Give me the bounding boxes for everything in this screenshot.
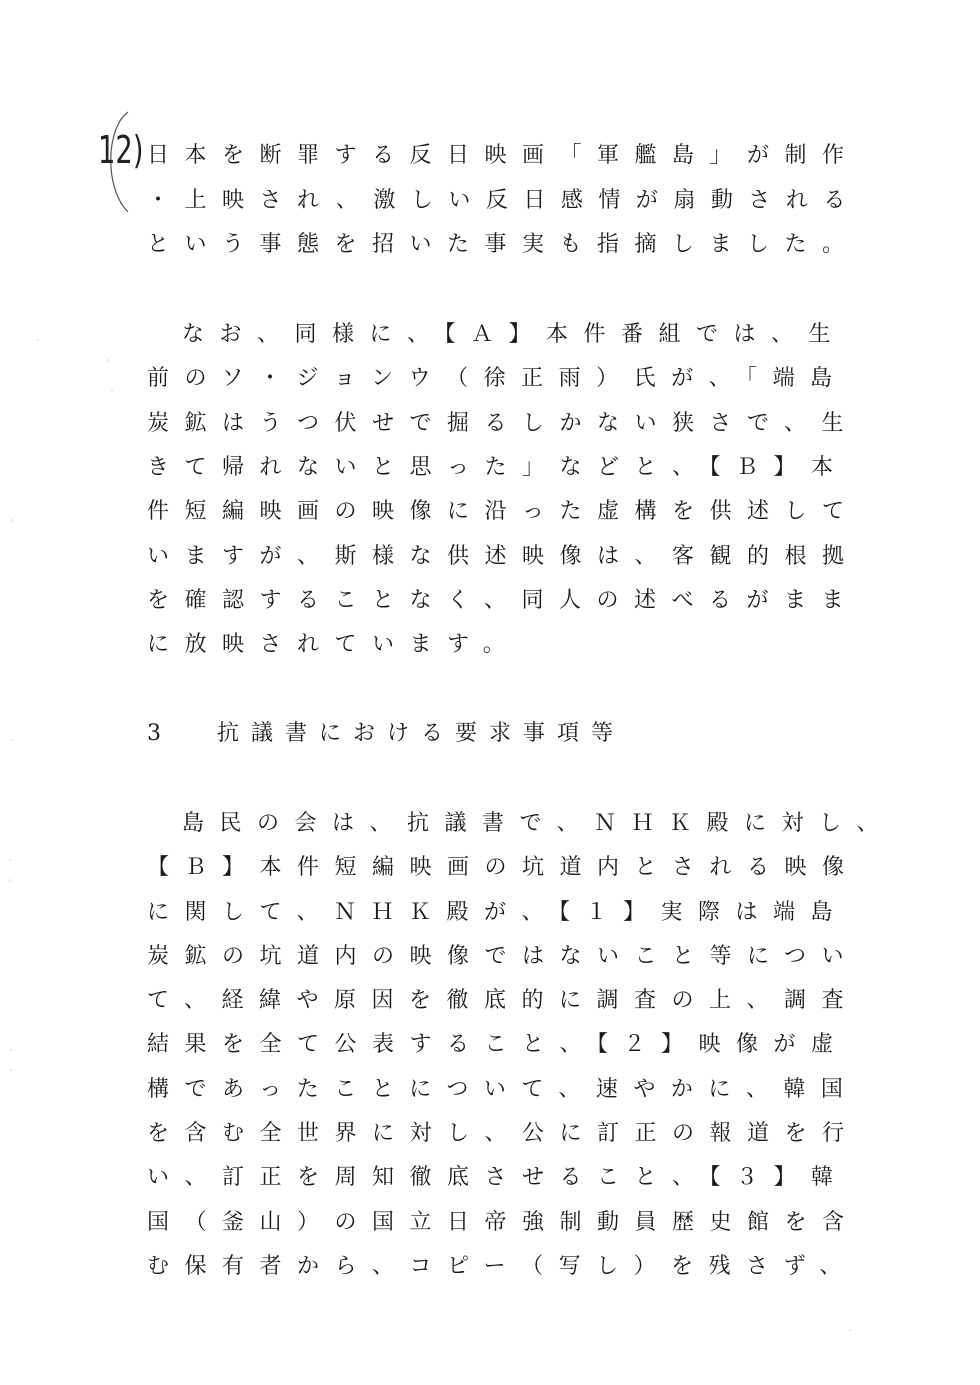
text-line: を確認することなく、同人の述べるがまま: [147, 588, 860, 613]
text-line: という事態を招いた事実も指摘しました。: [147, 232, 860, 257]
section-number: 3: [147, 721, 161, 746]
text-line: て、経緯や原因を徹底的に調査の上、調査: [147, 988, 860, 1013]
text-line: 炭鉱の坑道内の映像ではないこと等につい: [147, 944, 860, 969]
text-line: む保有者から、コピー（写し）を残さず、: [147, 1254, 857, 1279]
text-line: なお、同様に、【Ａ】本件番組では、生: [182, 322, 847, 347]
text-line: 炭鉱はうつ伏せで掘るしかない狭さで、生: [147, 411, 860, 436]
text-line: い、訂正を周知徹底させること、【３】韓: [147, 1165, 849, 1190]
text-line: 構であったことについて、速やかに、韓国: [147, 1077, 859, 1102]
text-line: 国（釜山）の国立日帝強制動員歴史館を含: [147, 1210, 860, 1235]
section-heading: [147, 718, 837, 750]
text-line: を含む全世界に対し、公に訂正の報道を行: [147, 1121, 860, 1146]
section-title: 抗議書における要求事項等: [217, 721, 626, 746]
text-line: 日本を断罪する反日映画「軍艦島」が制作: [147, 143, 860, 168]
text-line: 島民の会は、抗議書で、ＮＨＫ殿に対し、: [182, 811, 895, 836]
text-line: 【Ｂ】本件短編映画の坑道内とされる映像: [147, 855, 860, 880]
text-line: 前のソ・ジョンウ（徐正雨）氏が、「端島: [147, 366, 848, 391]
text-line: に関して、ＮＨＫ殿が、【１】実際は端島: [147, 900, 849, 925]
text-line: 件短編映画の映像に沿った虚構を供述して: [147, 499, 860, 524]
text-line: 結果を全て公表すること、【２】映像が虚: [147, 1032, 849, 1057]
page-number-mark: 12): [98, 128, 144, 172]
text-line: に放映されています。: [147, 632, 521, 657]
text-line: いますが、斯様な供述映像は、客観的根拠: [147, 544, 860, 569]
text-line: ・上映され、激しい反日感情が扇動される: [147, 188, 861, 213]
text-line: きて帰れないと思った」などと、【Ｂ】本: [147, 455, 849, 480]
